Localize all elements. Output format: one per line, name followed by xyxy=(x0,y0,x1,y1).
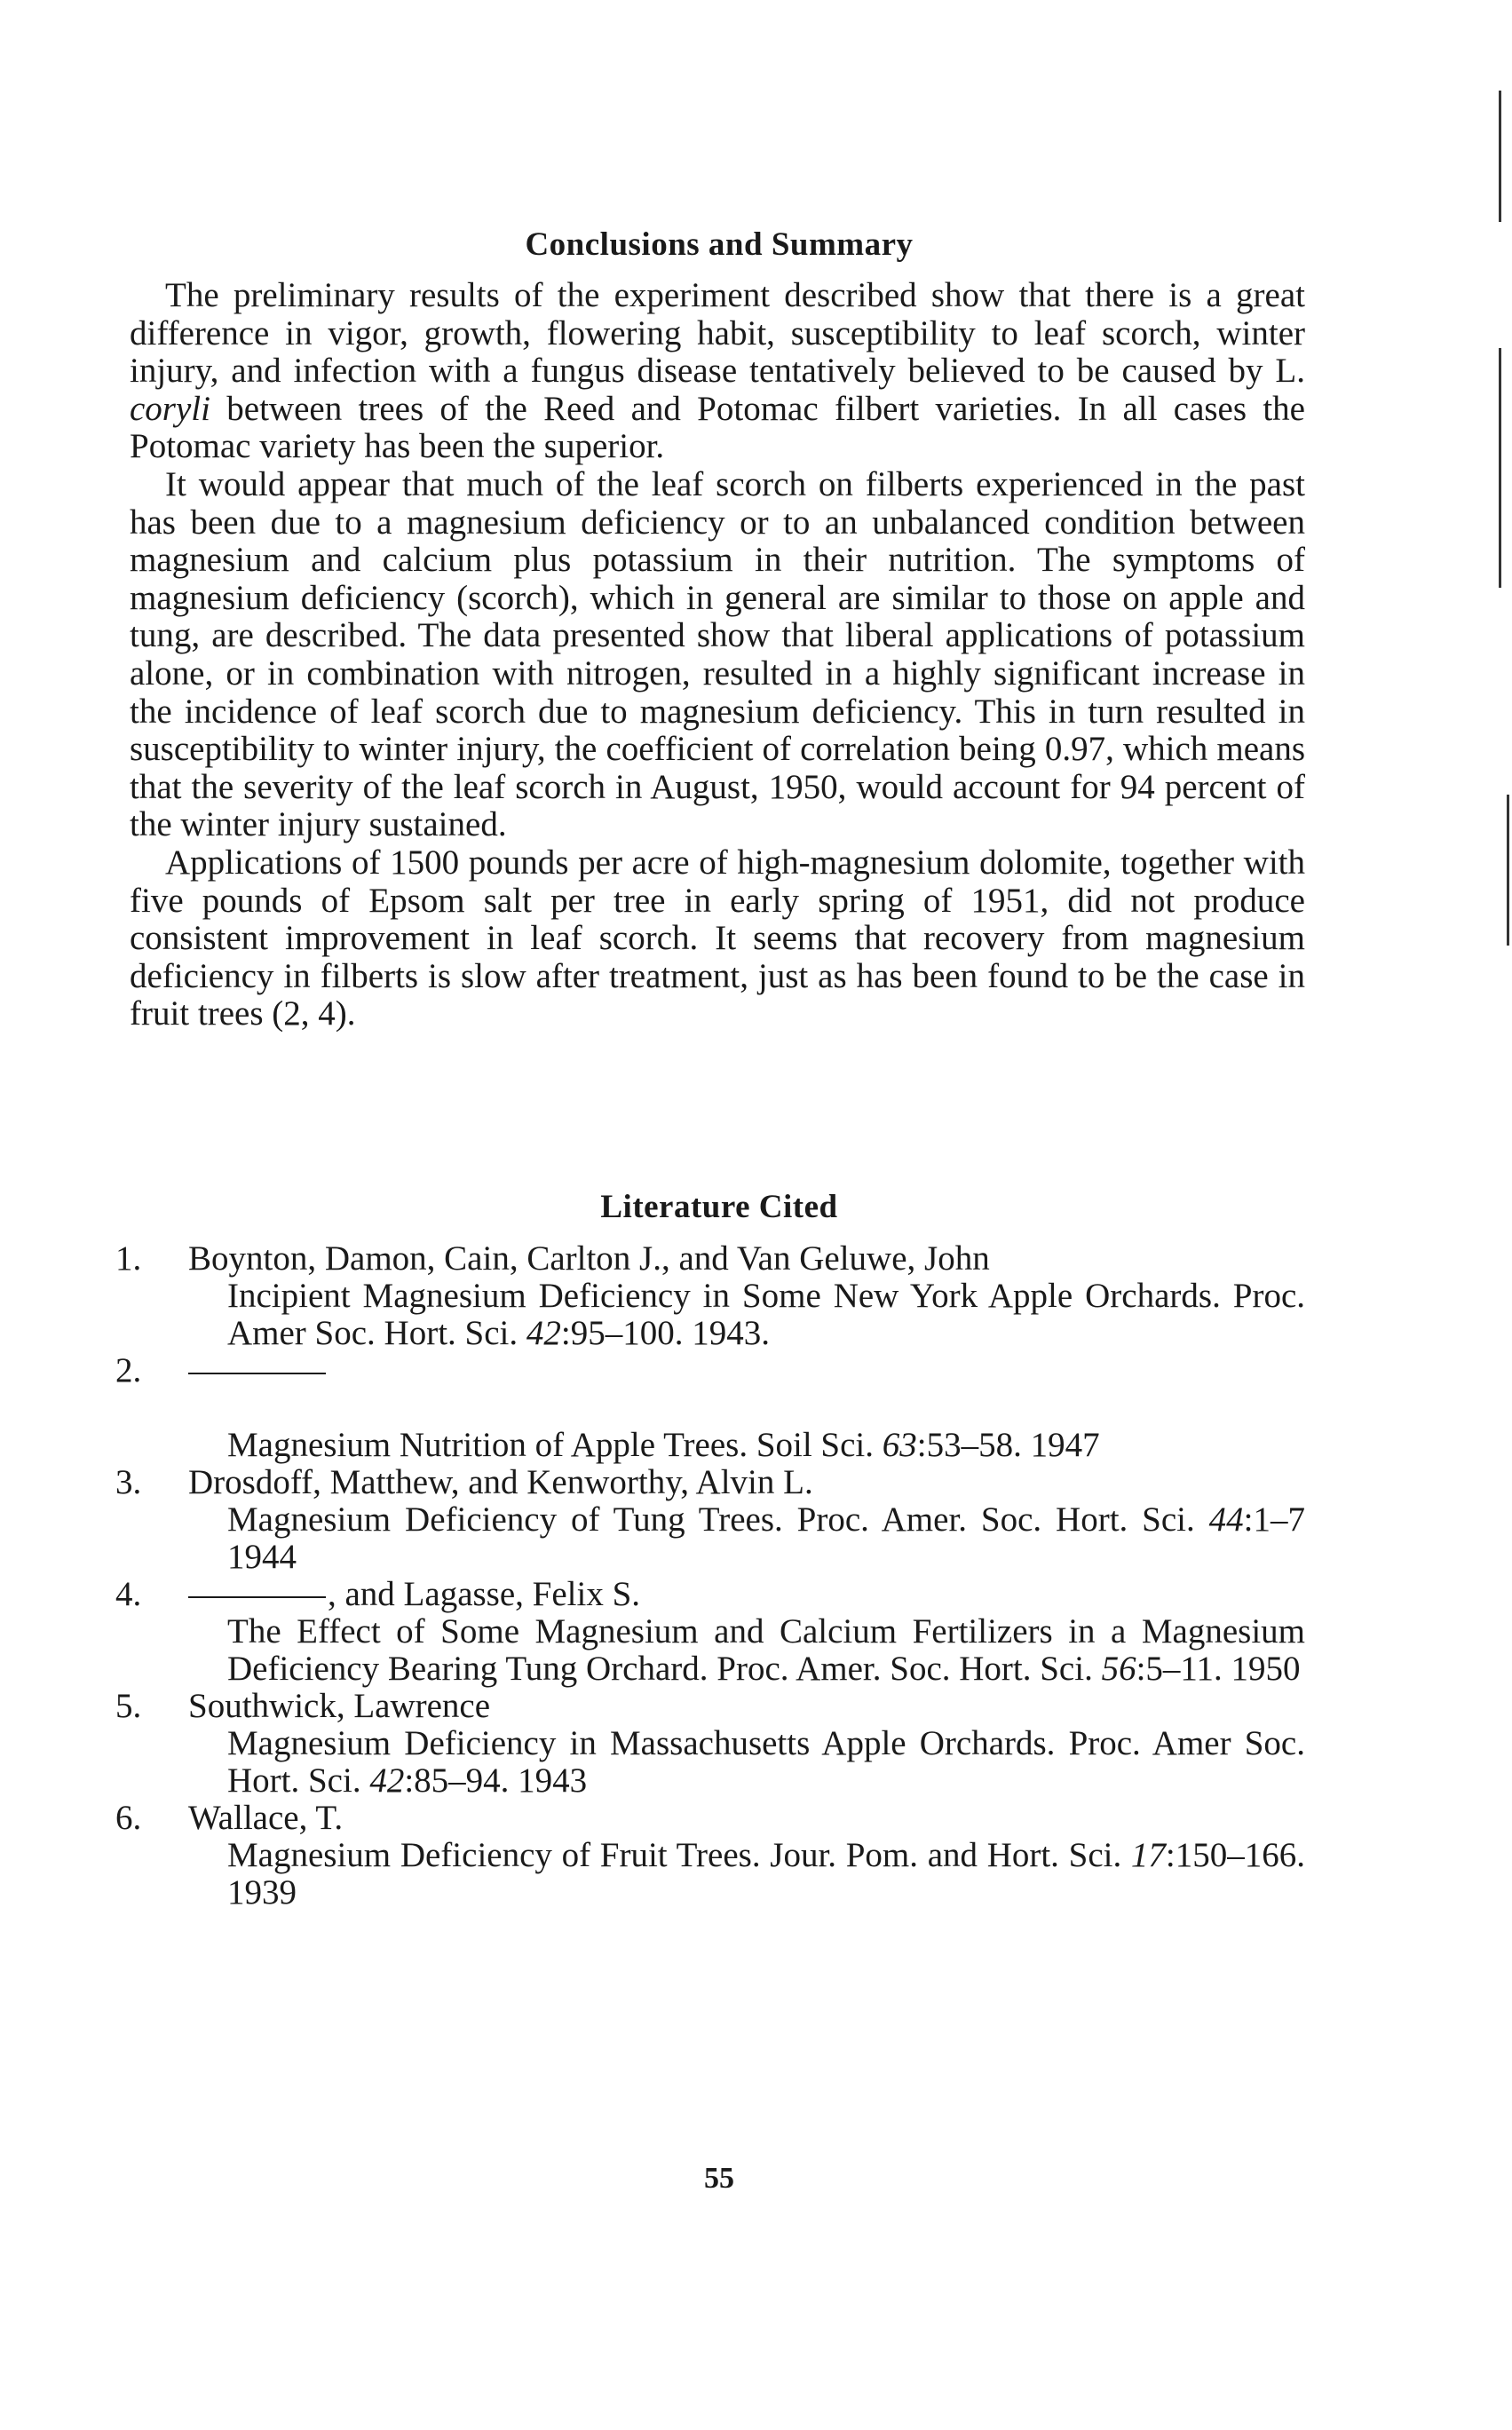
reference-detail: Magnesium Nutrition of Apple Trees. Soil Sci. 63:53–58. 1947 xyxy=(227,1426,1100,1464)
reference-authors xyxy=(188,1352,1305,1389)
reference-number: 3. xyxy=(115,1463,142,1501)
reference-authors: Drosdoff, Matthew, and Kenworthy, Alvin L. xyxy=(188,1463,813,1501)
reference-volume: 56 xyxy=(1101,1650,1136,1688)
scan-mark-top-right xyxy=(1499,91,1501,222)
conclusions-heading: Conclusions and Summary xyxy=(525,226,914,263)
scan-mark-right-middle xyxy=(1499,348,1501,588)
reference-number: 4. xyxy=(115,1575,142,1613)
page-number: 55 xyxy=(704,2162,734,2195)
reference-list xyxy=(115,1240,1305,1912)
species-name-italic: coryli xyxy=(130,389,210,428)
reference-detail: Magnesium Deficiency in Massachusetts Apple Orchards. Proc. Amer Soc. Hort. Sci. 42:85–94. 1943 xyxy=(227,1724,1305,1800)
literature-heading: Literature Cited xyxy=(600,1189,838,1225)
reference-item xyxy=(115,1464,1305,1576)
reference-authors: , and Lagasse, Felix S. xyxy=(188,1576,1305,1613)
reference-detail: Magnesium Deficiency of Fruit Trees. Jour. Pom. and Hort. Sci. 17:150–166. 1939 xyxy=(227,1836,1305,1912)
reference-volume: 17 xyxy=(1130,1836,1166,1874)
reference-item xyxy=(115,1800,1305,1912)
reference-volume: 44 xyxy=(1208,1500,1244,1539)
reference-detail: The Effect of Some Magnesium and Calcium Fertilizers in a Magnesium Deficiency Bearing Tung Orchard. Proc. Amer. Soc. Hort. Sci. 56:5–11. 1950 xyxy=(227,1612,1305,1688)
same-author-dash xyxy=(188,1596,326,1598)
reference-volume: 63 xyxy=(882,1426,917,1464)
reference-detail: Magnesium Deficiency of Tung Trees. Proc. Amer. Soc. Hort. Sci. 44:1–7 1944 xyxy=(227,1500,1305,1576)
reference-item xyxy=(115,1576,1305,1688)
scan-mark-right-lower xyxy=(1507,795,1509,946)
reference-volume: 42 xyxy=(369,1761,405,1800)
same-author-dash xyxy=(188,1373,326,1374)
reference-number: 5. xyxy=(115,1687,142,1725)
reference-authors: Southwick, Lawrence xyxy=(188,1687,491,1725)
reference-number: 2. xyxy=(115,1351,142,1389)
reference-detail: Incipient Magnesium Deficiency in Some New York Apple Orchards. Proc. Amer Soc. Hort. Sci. 42:95–100. 1943. xyxy=(227,1277,1305,1352)
reference-item xyxy=(115,1240,1305,1352)
reference-authors: Wallace, T. xyxy=(188,1799,344,1837)
reference-volume: 42 xyxy=(526,1314,561,1352)
reference-number: 6. xyxy=(115,1799,142,1837)
reference-item xyxy=(115,1352,1305,1464)
conclusions-paragraph-2: It would appear that much of the leaf scorch on filberts experienced in the past has been due to a magnesium deficiency or to an unbalanced condition between magnesium and calcium plus potassium in their nutrition. The symptoms of magnesium deficiency (scorch), which in general are similar to those on apple and tung, are described. The data presented show that liberal applications of potassium alone, or in combination with nitrogen, resulted in a highly significant increase in the incidence of leaf scorch due to magnesium deficiency. This in turn resulted in susceptibility to winter injury, the coefficient of correlation being 0.97, which means that the severity of the leaf scorch in August, 1950, would account for 94 percent of the winter injury sustained. xyxy=(130,464,1305,844)
conclusions-paragraph-1: The preliminary results of the experiment described show that there is a great difference in vigor, growth, flowering habit, susceptibility to leaf scorch, winter injury, and infection with a fungus disease tentatively believed to be caused by L. coryli between trees of the Reed and Potomac filbert varieties. In all cases the Potomac variety has been the superior. xyxy=(130,276,1305,466)
reference-authors: Boynton, Damon, Cain, Carlton J., and Van Geluwe, John xyxy=(188,1239,990,1278)
reference-item xyxy=(115,1688,1305,1800)
conclusions-paragraph-3: Applications of 1500 pounds per acre of high-magnesium dolomite, together with five pounds of Epsom salt per tree in early spring of 1951, did not produce consistent improvement in leaf scorch. It seems that recovery from magnesium deficiency in filberts is slow after treatment, just as has been found to be the case in fruit trees (2, 4). xyxy=(130,843,1305,1033)
conclusions-body xyxy=(130,277,1305,1033)
reference-number: 1. xyxy=(115,1239,142,1278)
